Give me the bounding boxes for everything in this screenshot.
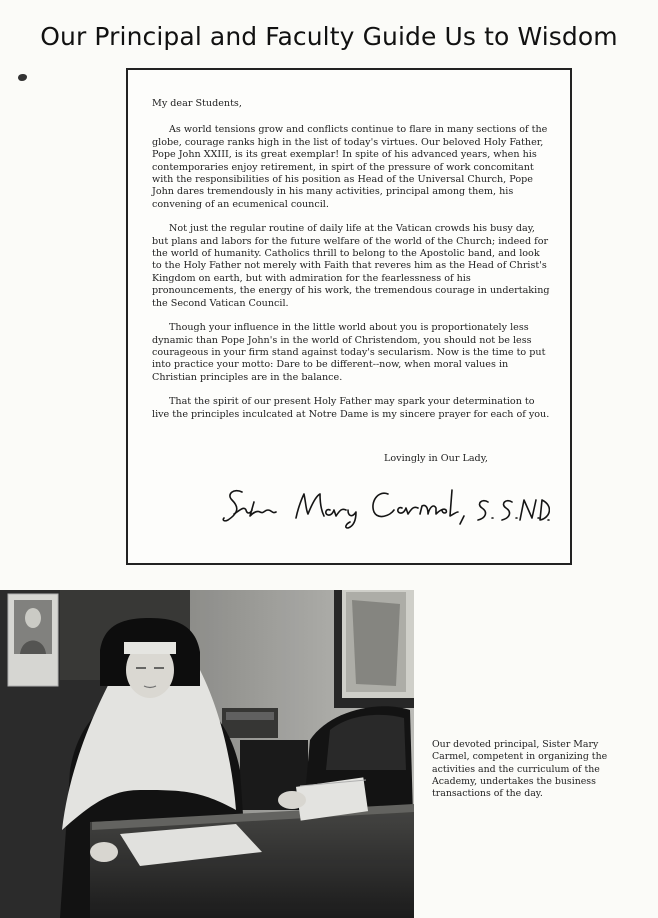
letter-paragraph-3: Though your influence in the little world about you is proportionately less dynamic than Pope John's in the world of Christendom, you should not be less courageous in your firm stand against today's secularism. Now is the time to put into practice your motto: Dare to be different--now, when moral values in Christian principles are in the balance.	[152, 322, 546, 383]
page-title: Our Principal and Faculty Guide Us to Wisdom	[40, 22, 618, 51]
letter-text	[152, 98, 552, 433]
letter-paragraph-2: Not just the regular routine of daily life at the Vatican crowds his busy day, but plans and labors for the future welfare of the world of the Church; indeed for the world of humanity. Catholics thrill to belong to the Apostolic band, and look to the Holy Father not merely with Faith that reveres him as the Head of Christ's Kingdom on earth, but with admiration for the fearlessness of his pronouncements, the energy of his work, the tremendous courage in undertaking the Second Vatican Council.	[152, 223, 550, 309]
letter-paragraph-4: That the spirit of our present Holy Father may spark your determination to live the principles inculcated at Notre Dame is my sincere prayer for each of you.	[152, 396, 550, 420]
letter-salutation: My dear Students,	[152, 98, 242, 109]
ink-smudge	[18, 74, 27, 81]
letter-box	[126, 68, 572, 565]
handwritten-signature	[220, 480, 550, 530]
letter-paragraph-1: As world tensions grow and conflicts continue to flare in many sections of the globe, courage ranks high in the list of today's virtues. Our beloved Holy Father, Pope John XXIII, is its great exemplar! In spite of his advanced years, when his contemporaries enjoy retirement, in spirt of the pressure of work concomitant with the responsibilities of his position as Head of the Universal Church, Pope John dares tremendously in his many activities, principal among them, his convening of an ecumenical council.	[152, 124, 548, 210]
letter-closing: Lovingly in Our Lady,	[384, 453, 488, 464]
principal-photo	[0, 590, 414, 918]
photo-caption: Our devoted principal, Sister Mary Carmel, competent in organizing the activities and the curriculum of the Academy, undertakes the business transactions of the day.	[432, 739, 608, 800]
